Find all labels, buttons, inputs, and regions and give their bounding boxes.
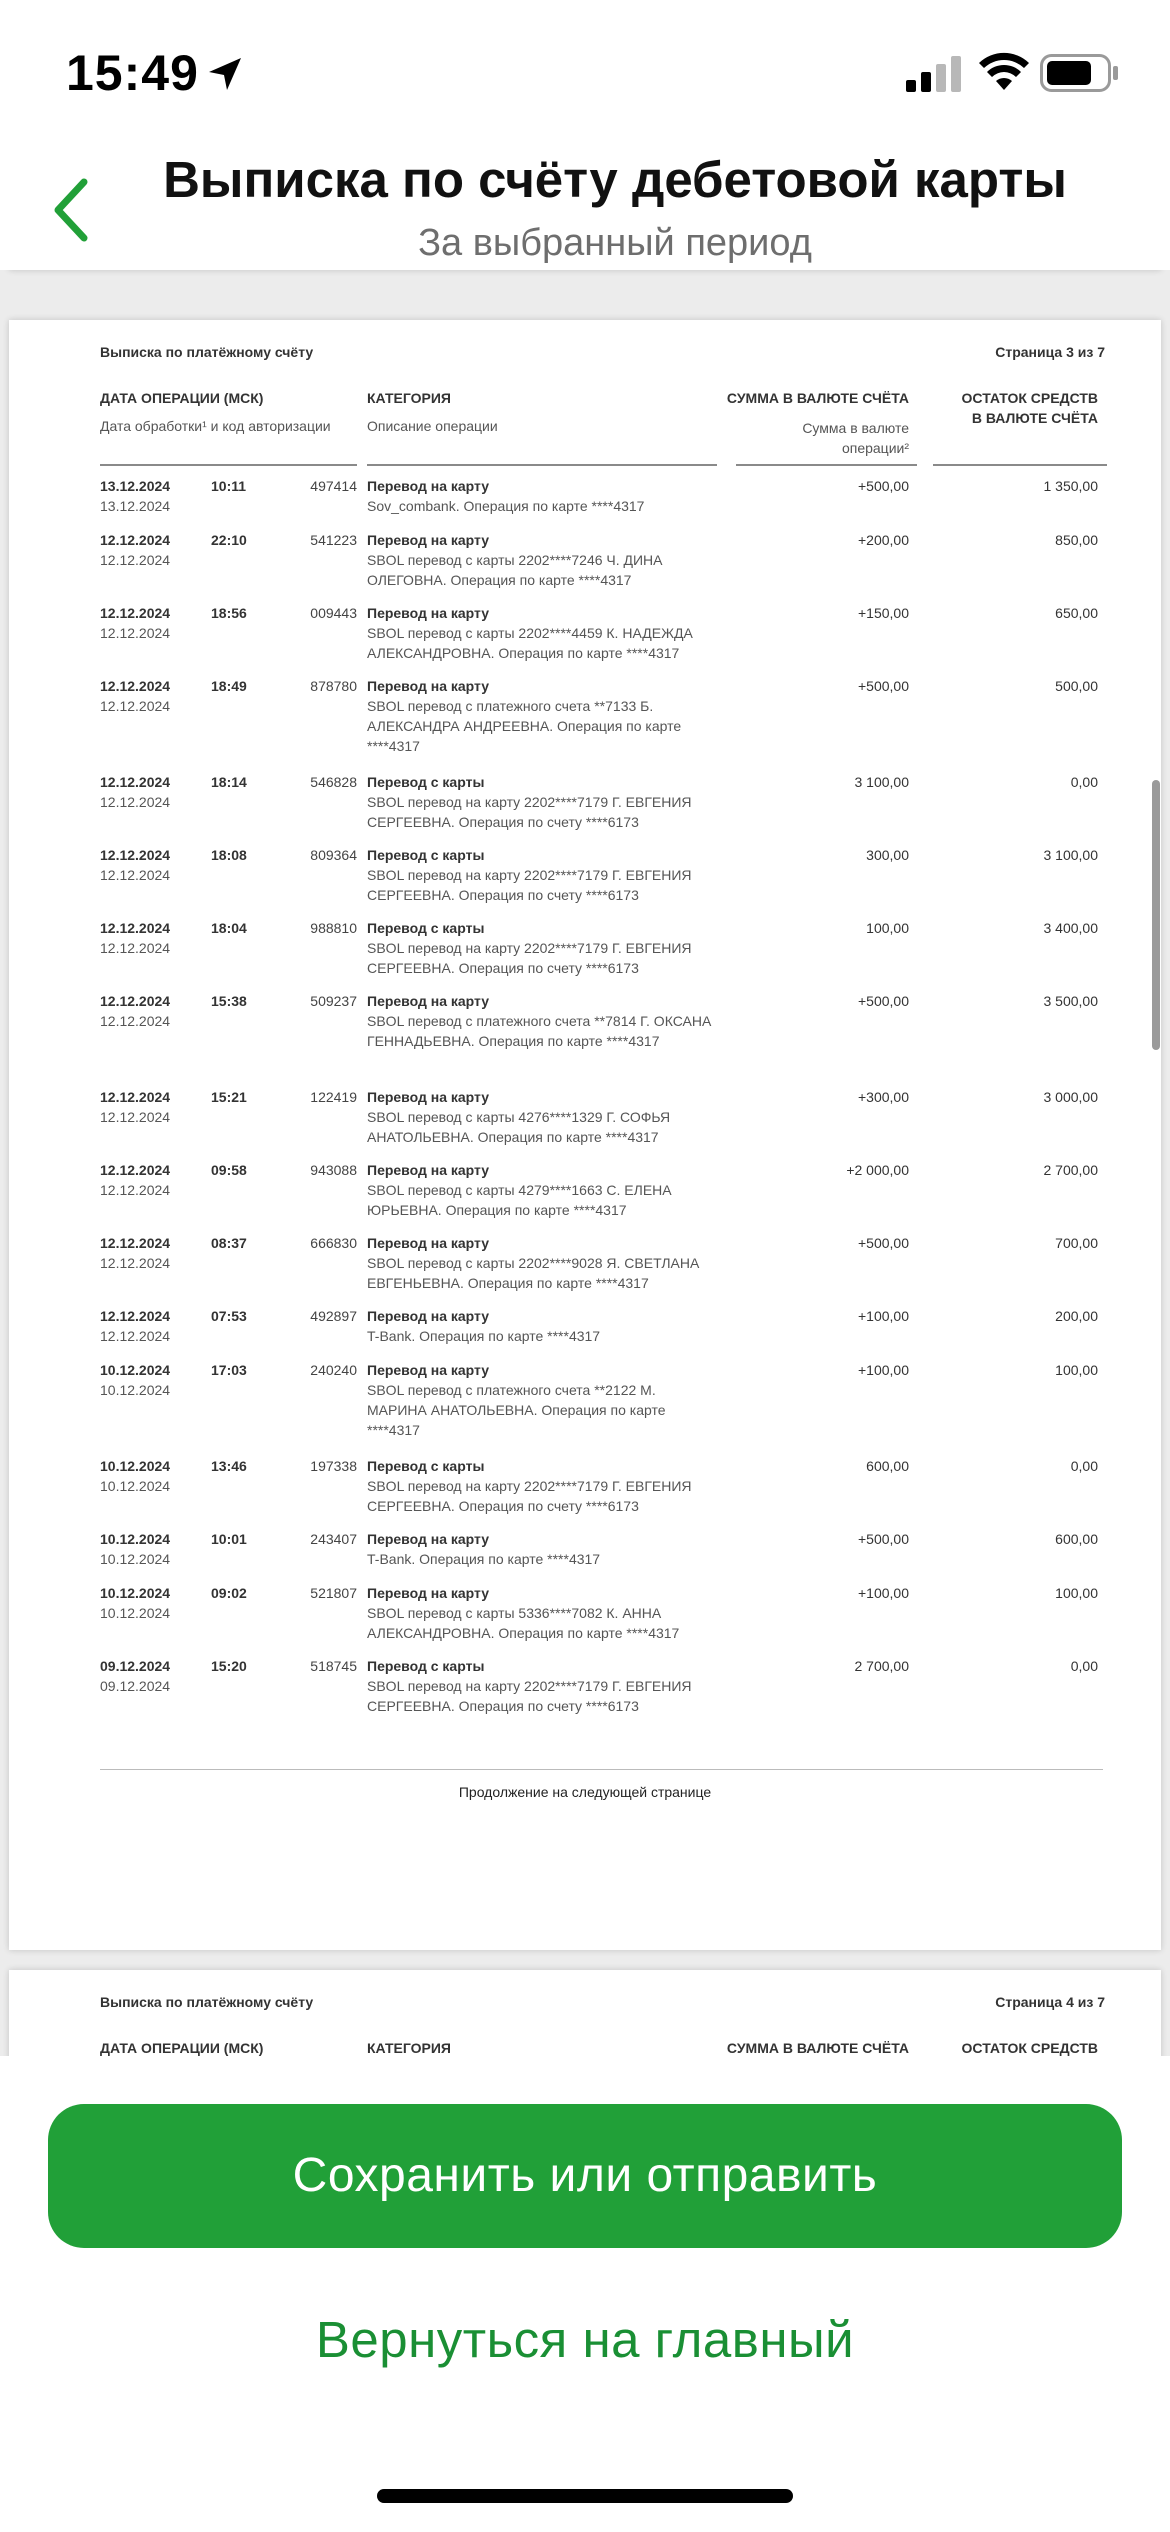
operation-category: Перевод на карту [367,1308,490,1324]
operation-description: SBOL перевод с платежного счета **7133 Б. АЛЕКСАНДРА АНДРЕЕВНА. Операция по карте ****4317 [367,698,682,754]
operation-date: 12.12.2024 [100,847,171,863]
authorization-code: 492897 [310,1308,357,1324]
balance-amount: 0,00 [1070,1658,1098,1674]
operation-category: Перевод на карту [367,1162,490,1178]
operation-category: Перевод на карту [367,1089,490,1105]
operation-amount: +100,00 [858,1308,909,1324]
operation-date: 12.12.2024 [100,605,171,621]
header-rule [736,464,917,466]
balance-amount: 100,00 [1055,1362,1098,1378]
operation-amount: 3 100,00 [854,774,909,790]
header-rule [100,464,357,466]
operation-time: 15:21 [211,1089,247,1105]
operation-time: 18:08 [211,847,247,863]
operation-amount: +500,00 [858,1235,909,1251]
operation-description: SBOL перевод с платежного счета **7814 Г. ОКСАНА ГЕННАДЬЕВНА. Операция по карте ****4317 [367,1013,712,1049]
operation-time: 18:56 [211,605,247,621]
header [0,140,1170,270]
operation-time: 18:04 [211,920,247,936]
operation-date: 10.12.2024 [100,1458,171,1474]
operation-description: SBOL перевод на карту 2202****7179 Г. ЕВГЕНИЯ СЕРГЕЕВНА. Операция по счету ****6173 [367,867,692,903]
processing-date: 09.12.2024 [100,1678,171,1694]
processing-date: 13.12.2024 [100,498,171,514]
page-number: Страница 3 из 7 [995,344,1105,360]
operation-time: 07:53 [211,1308,247,1324]
operation-amount: 300,00 [866,847,909,863]
next-page-number: Страница 4 из 7 [995,1994,1105,2010]
balance-amount: 650,00 [1055,605,1098,621]
operation-amount: 100,00 [866,920,909,936]
operation-amount: 2 700,00 [854,1658,909,1674]
operation-time: 18:14 [211,774,247,790]
wifi-icon [978,52,1030,92]
operation-description: SBOL перевод с карты 5336****7082 К. АННА АЛЕКСАНДРОВНА. Операция по карте ****4317 [367,1605,680,1641]
operation-amount: +300,00 [858,1089,909,1105]
balance-amount: 2 700,00 [1043,1162,1098,1178]
operation-date: 12.12.2024 [100,1089,171,1105]
processing-date: 10.12.2024 [100,1382,171,1398]
processing-date: 10.12.2024 [100,1478,171,1494]
authorization-code: 240240 [310,1362,357,1378]
operation-date: 12.12.2024 [100,1235,171,1251]
operation-category: Перевод с карты [367,1458,485,1474]
operation-description: SBOL перевод с карты 4279****1663 С. ЕЛЕНА ЮРЬЕВНА. Операция по карте ****4317 [367,1182,672,1218]
operation-time: 08:37 [211,1235,247,1251]
processing-date: 12.12.2024 [100,625,171,641]
operation-time: 17:03 [211,1362,247,1378]
operation-date: 10.12.2024 [100,1531,171,1547]
operation-description: SBOL перевод с карты 2202****9028 Я. СВЕТЛАНА ЕВГЕНЬЕВНА. Операция по карте ****4317 [367,1255,700,1291]
column-header-amount: СУММА В ВАЛЮТЕ СЧЁТА [726,390,909,406]
balance-amount: 3 400,00 [1043,920,1098,936]
authorization-code: 009443 [310,605,357,621]
operation-date: 12.12.2024 [100,920,171,936]
processing-date: 12.12.2024 [100,552,171,568]
next-column-header-amount: СУММА В ВАЛЮТЕ СЧЁТА [726,2040,909,2056]
processing-date: 12.12.2024 [100,1013,171,1029]
operation-amount: +500,00 [858,678,909,694]
operation-time: 13:46 [211,1458,247,1474]
balance-amount: 850,00 [1055,532,1098,548]
authorization-code: 878780 [310,678,357,694]
operation-description: SBOL перевод с карты 2202****4459 К. НАДЕЖДА АЛЕКСАНДРОВНА. Операция по карте ****4317 [367,625,693,661]
authorization-code: 509237 [310,993,357,1009]
operation-date: 10.12.2024 [100,1362,171,1378]
operation-description: Sov_combank. Операция по карте ****4317 [367,498,645,514]
processing-date: 12.12.2024 [100,698,171,714]
authorization-code: 521807 [310,1585,357,1601]
authorization-code: 518745 [310,1658,357,1674]
operation-category: Перевод с карты [367,774,485,790]
processing-date: 12.12.2024 [100,1255,171,1271]
authorization-code: 546828 [310,774,357,790]
authorization-code: 666830 [310,1235,357,1251]
operation-time: 22:10 [211,532,247,548]
operation-date: 10.12.2024 [100,1585,171,1601]
operation-category: Перевод с карты [367,920,485,936]
operation-amount: +100,00 [858,1362,909,1378]
column-subheader-date: Дата обработки¹ и код авторизации [100,418,331,434]
battery-icon [1040,54,1120,92]
operation-time: 09:58 [211,1162,247,1178]
next-column-header-category: КАТЕГОРИЯ [367,2040,451,2056]
column-header-balance-1: ОСТАТОК СРЕДСТВ [961,390,1098,406]
operation-category: Перевод на карту [367,1235,490,1251]
operation-time: 15:20 [211,1658,247,1674]
operation-description: SBOL перевод на карту 2202****7179 Г. ЕВГЕНИЯ СЕРГЕЕВНА. Операция по счету ****6173 [367,794,692,830]
operation-date: 12.12.2024 [100,532,171,548]
balance-amount: 500,00 [1055,678,1098,694]
column-subheader-amount-2: операции² [841,440,909,456]
status-bar [0,0,1170,150]
operation-category: Перевод с карты [367,847,485,863]
operation-amount: +200,00 [858,532,909,548]
balance-amount: 3 100,00 [1043,847,1098,863]
balance-amount: 100,00 [1055,1585,1098,1601]
header-rule [933,464,1107,466]
operation-category: Перевод на карту [367,1362,490,1378]
status-time: 15:49 [66,45,199,101]
continue-note: Продолжение на следующей странице [458,1784,712,1800]
operation-description: T-Bank. Операция по карте ****4317 [367,1551,601,1567]
authorization-code: 988810 [310,920,357,936]
authorization-code: 122419 [310,1089,357,1105]
cellular-signal-icon [906,56,964,92]
statement-page [9,320,1161,1950]
operation-description: SBOL перевод на карту 2202****7179 Г. ЕВГЕНИЯ СЕРГЕЕВНА. Операция по счету ****6173 [367,1678,692,1714]
authorization-code: 943088 [310,1162,357,1178]
balance-amount: 200,00 [1055,1308,1098,1324]
authorization-code: 197338 [310,1458,357,1474]
operation-category: Перевод на карту [367,605,490,621]
operation-date: 12.12.2024 [100,678,171,694]
header-rule [367,464,717,466]
operation-description: T-Bank. Операция по карте ****4317 [367,1328,601,1344]
operation-category: Перевод на карту [367,1531,490,1547]
scrollbar[interactable] [1152,780,1160,1050]
operation-category: Перевод на карту [367,678,490,694]
operation-date: 13.12.2024 [100,478,171,494]
column-subheader-category: Описание операции [367,418,498,434]
operation-amount: 600,00 [866,1458,909,1474]
column-header-date: ДАТА ОПЕРАЦИИ (МСК) [100,390,264,406]
operation-time: 15:38 [211,993,247,1009]
operation-date: 12.12.2024 [100,993,171,1009]
operation-amount: +500,00 [858,1531,909,1547]
operation-description: SBOL перевод на карту 2202****7179 Г. ЕВГЕНИЯ СЕРГЕЕВНА. Операция по счету ****6173 [367,1478,692,1514]
processing-date: 12.12.2024 [100,940,171,956]
operation-amount: +100,00 [858,1585,909,1601]
processing-date: 10.12.2024 [100,1605,171,1621]
operation-category: Перевод на карту [367,532,490,548]
location-arrow-icon [205,54,245,94]
operation-date: 12.12.2024 [100,1162,171,1178]
balance-amount: 700,00 [1055,1235,1098,1251]
balance-amount: 1 350,00 [1043,478,1098,494]
page-title: Выписка по счёту дебетовой карты [163,151,1067,208]
operation-category: Перевод на карту [367,478,490,494]
operation-description: SBOL перевод с карты 2202****7246 Ч. ДИНА ОЛЕГОВНА. Операция по карте ****4317 [367,552,663,588]
operation-time: 10:11 [211,478,247,494]
column-header-balance-2: В ВАЛЮТЕ СЧЁТА [971,410,1098,426]
operation-category: Перевод на карту [367,1585,490,1601]
column-subheader-amount-1: Сумма в валюте [802,420,909,436]
operation-date: 09.12.2024 [100,1658,171,1674]
document-viewer[interactable] [0,270,1170,2056]
operation-date: 12.12.2024 [100,1308,171,1324]
operation-amount: +2 000,00 [846,1162,909,1178]
authorization-code: 809364 [310,847,357,863]
next-column-header-date: ДАТА ОПЕРАЦИИ (МСК) [100,2040,264,2056]
operation-amount: +500,00 [858,478,909,494]
operation-time: 09:02 [211,1585,247,1601]
back-chevron-icon[interactable] [44,170,104,250]
processing-date: 12.12.2024 [100,867,171,883]
home-indicator [377,2489,793,2503]
next-statement-label: Выписка по платёжному счёту [100,1994,314,2010]
page-footer-rule [100,1769,1103,1770]
processing-date: 12.12.2024 [100,1328,171,1344]
operation-description: SBOL перевод с платежного счета **2122 М. МАРИНА АНАТОЛЬЕВНА. Операция по карте ****4317 [367,1382,666,1438]
balance-amount: 3 500,00 [1043,993,1098,1009]
balance-amount: 0,00 [1070,774,1098,790]
operation-amount: +500,00 [858,993,909,1009]
balance-amount: 600,00 [1055,1531,1098,1547]
authorization-code: 541223 [310,532,357,548]
operation-time: 10:01 [211,1531,247,1547]
next-page [9,1970,1161,2056]
processing-date: 10.12.2024 [100,1551,171,1567]
column-header-category: КАТЕГОРИЯ [367,390,451,406]
operation-date: 12.12.2024 [100,774,171,790]
statement-label: Выписка по платёжному счёту [100,344,314,360]
balance-amount: 3 000,00 [1043,1089,1098,1105]
operation-description: SBOL перевод на карту 2202****7179 Г. ЕВГЕНИЯ СЕРГЕЕВНА. Операция по счету ****6173 [367,940,692,976]
authorization-code: 243407 [310,1531,357,1547]
operation-category: Перевод на карту [367,993,490,1009]
processing-date: 12.12.2024 [100,1109,171,1125]
processing-date: 12.12.2024 [100,794,171,810]
operation-category: Перевод с карты [367,1658,485,1674]
balance-amount: 0,00 [1070,1458,1098,1474]
authorization-code: 497414 [310,478,357,494]
next-column-header-balance: ОСТАТОК СРЕДСТВ [961,2040,1098,2056]
operation-description: SBOL перевод с карты 4276****1329 Г. СОФЬЯ АНАТОЛЬЕВНА. Операция по карте ****4317 [367,1109,671,1145]
operation-time: 18:49 [211,678,247,694]
processing-date: 12.12.2024 [100,1182,171,1198]
page-subtitle: За выбранный период [418,222,812,264]
save-or-send-button[interactable]: Сохранить или отправить [48,2104,1122,2248]
return-home-link[interactable]: Вернуться на главный [315,2311,855,2368]
operation-amount: +150,00 [858,605,909,621]
